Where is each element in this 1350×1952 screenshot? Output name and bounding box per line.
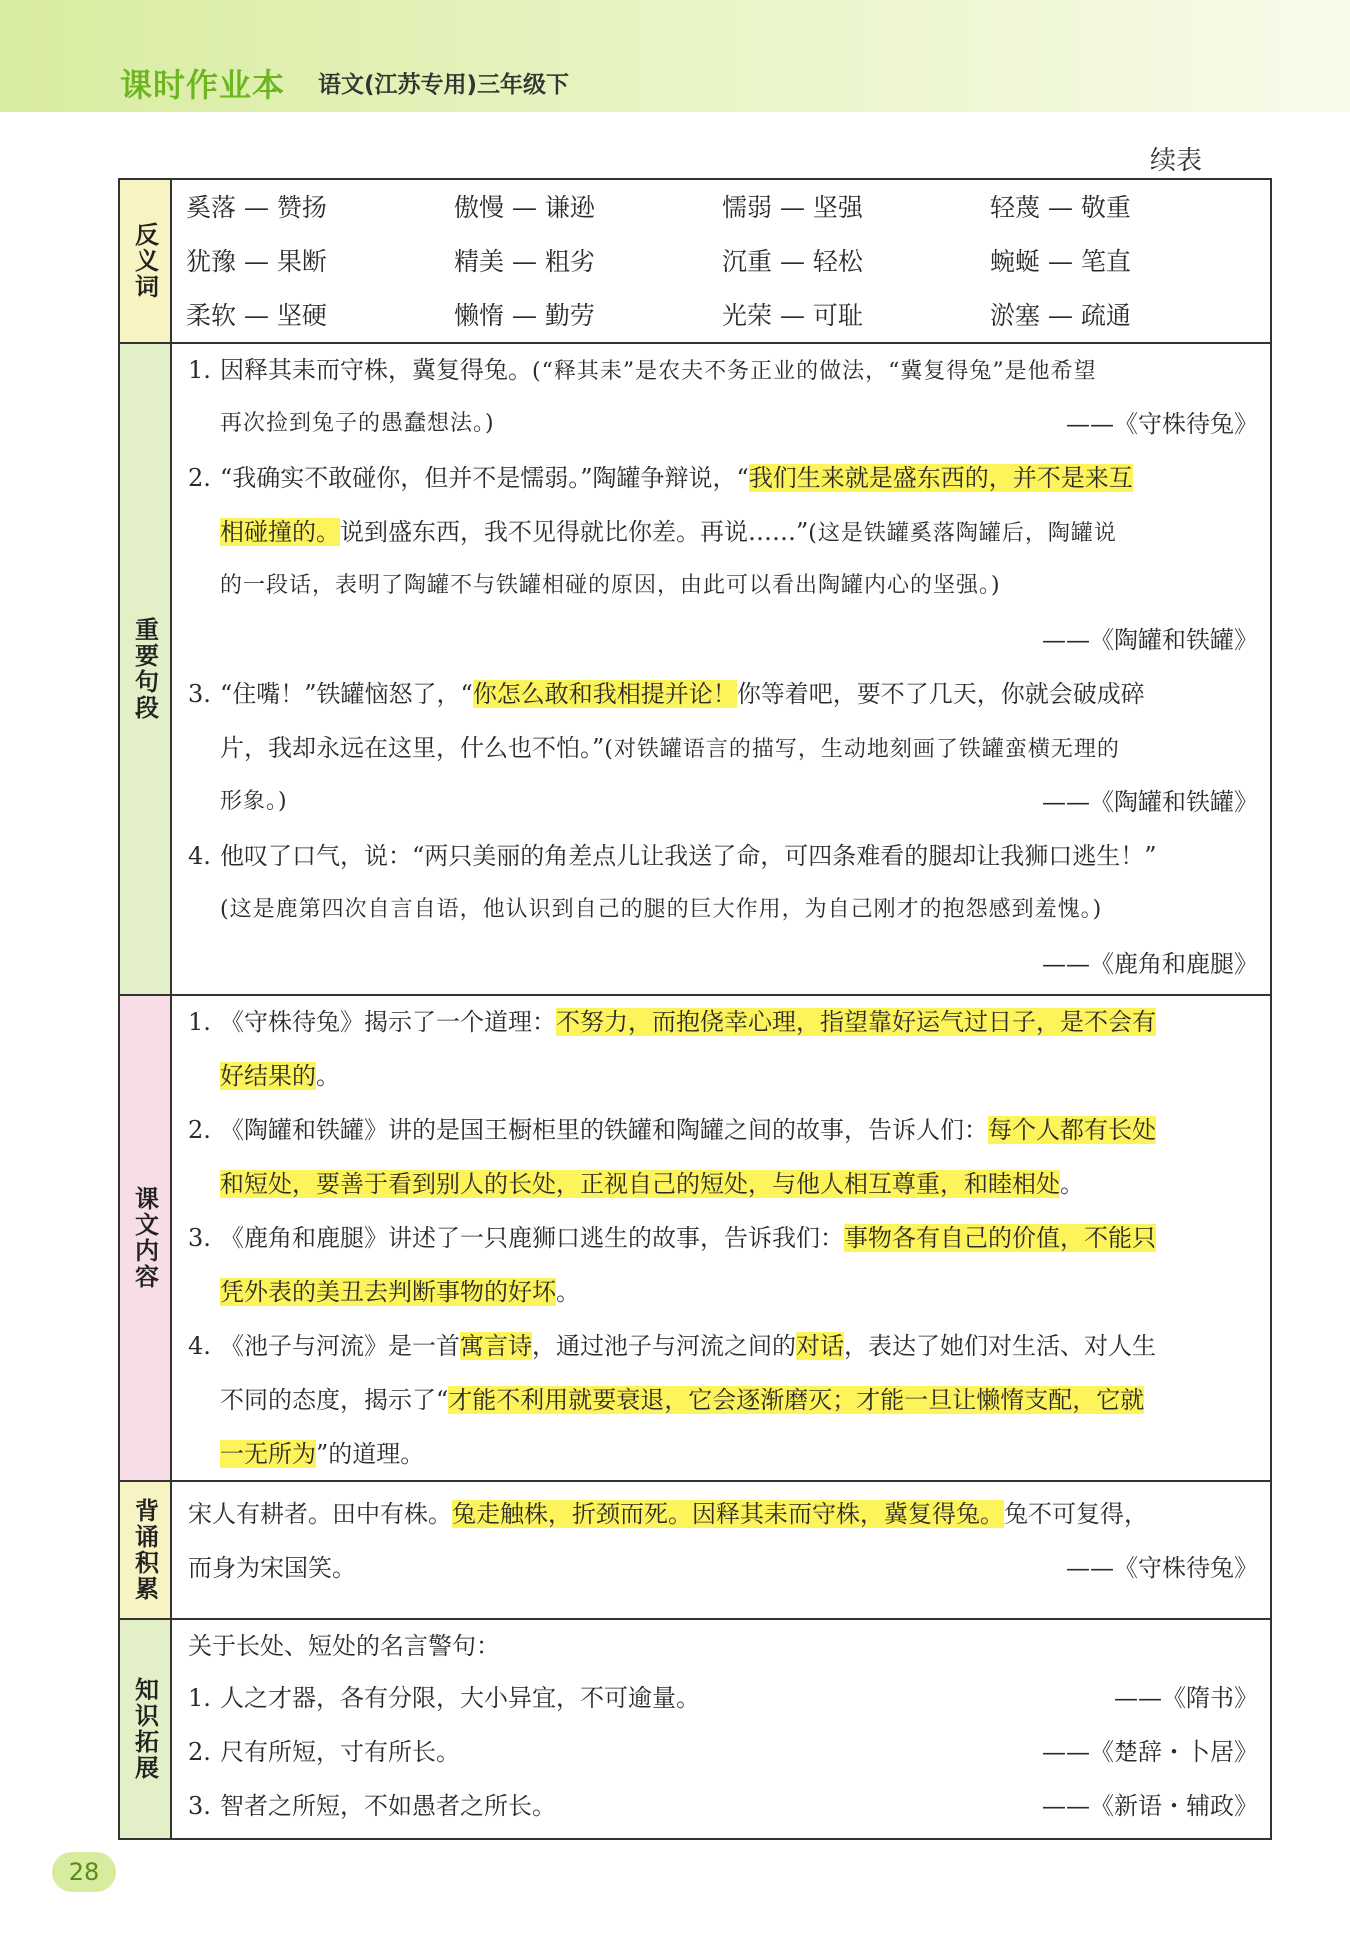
sentence-line: 3. “住嘴！”铁罐恼怒了，“你怎么敢和我相提并论！你等着吧，要不了几天，你就会破成碎 [188,680,1145,708]
sentence-line: 片，我却永远在这里，什么也不怕。”(对铁罐语言的描写，生动地刻画了铁罐蛮横无理的 [220,734,1120,762]
sentence-line: 形象。) [220,789,288,814]
highlight: 相碰撞的。 [220,518,340,546]
content-line: 不同的态度，揭示了“才能不利用就要衰退，它会逐渐磨灭；才能一旦让懒惰支配，它就 [220,1386,1145,1414]
antonyms-row [120,180,1270,344]
highlight: 不努力，而抱侥幸心理，指望靠好运气过日子，是不会有 [556,1008,1156,1036]
recitation-line: 而身为宋国笑。 [188,1554,356,1582]
antonyms-content [172,180,1270,342]
extension-label: 知识拓展 [120,1620,172,1838]
content-line: 好结果的。 [220,1062,340,1090]
recitation-line: 宋人有耕者。田中有株。兔走触株，折颈而死。因释其耒而守株，冀复得兔。兔不可复得， [188,1500,1148,1528]
antonym-pair: 光荣 — 可耻 [722,301,863,330]
extension-content [172,1620,1270,1838]
antonym-pair: 犹豫 — 果断 [186,247,327,276]
recitation-label: 背诵积累 [120,1482,172,1618]
content-line: 凭外表的美丑去判断事物的好坏。 [220,1278,580,1306]
lesson-content-row [120,996,1270,1482]
highlight: 事物各有自己的价值，不能只 [844,1224,1156,1252]
content-line: 1. 《守株待兔》揭示了一个道理：不努力，而抱侥幸心理，指望靠好运气过日子，是不会有 [188,1008,1156,1036]
highlight: 才能不利用就要衰退，它会逐渐磨灭；才能一旦让懒惰支配，它就 [448,1386,1145,1414]
quote-line: 2. 尺有所短，寸有所长。 [188,1738,460,1766]
antonym-pair: 淤塞 — 疏通 [990,301,1131,330]
highlight: 你怎么敢和我相提并论！ [472,680,737,708]
highlight: 好结果的 [220,1062,316,1090]
highlight: 我们生来就是盛东西的，并不是来互 [748,464,1133,492]
key-sentences-content [172,344,1270,994]
extension-row [120,1620,1270,1838]
highlight: 一无所为 [220,1440,316,1468]
sentence-line: 再次捡到兔子的愚蠢想法。) [220,411,495,436]
content-line: 4. 《池子与河流》是一首寓言诗，通过池子与河流之间的对话，表达了她们对生活、对人生 [188,1332,1156,1360]
book-subtitle: 语文(江苏专用)三年级下 [318,72,570,98]
content-line: 2. 《陶罐和铁罐》讲的是国王橱柜里的铁罐和陶罐之间的故事，告诉人们：每个人都有长处 [188,1116,1156,1144]
highlight: 和短处，要善于看到别人的长处，正视自己的短处，与他人相互尊重，和睦相处 [220,1170,1060,1198]
antonym-pair: 柔软 — 坚硬 [186,301,327,330]
quote-line: 1. 人之才器，各有分限，大小异宜，不可逾量。 [188,1684,700,1712]
lesson-content-content [172,996,1270,1480]
source-citation: ——《新语・辅政》 [1042,1792,1258,1820]
antonym-pair: 蜿蜒 — 笔直 [990,247,1131,276]
key-sentences-label: 重要句段 [120,344,172,994]
antonyms-label: 反义词 [120,180,172,342]
source-citation: ——《陶罐和铁罐》 [1042,788,1258,816]
antonym-pair: 傲慢 — 谦逊 [454,193,595,222]
content-line: 一无所为”的道理。 [220,1440,425,1468]
source-citation: ——《隋书》 [1114,1684,1258,1712]
sentence-line: (这是鹿第四次自言自语，他认识到自己的腿的巨大作用，为自己刚才的抱怨感到羞愧。) [220,897,1103,922]
content-line: 和短处，要善于看到别人的长处，正视自己的短处，与他人相互尊重，和睦相处。 [220,1170,1084,1198]
highlight: 每个人都有长处 [988,1116,1156,1144]
continued-label: 续表 [1150,146,1203,176]
antonym-pair: 奚落 — 赞扬 [186,193,327,222]
quote-line: 3. 智者之所短，不如愚者之所长。 [188,1792,556,1820]
antonym-pair: 懒惰 — 勤劳 [454,301,595,330]
sentence-line: 的一段话，表明了陶罐不与铁罐相碰的原因，由此可以看出陶罐内心的坚强。) [220,573,1001,598]
highlight: 凭外表的美丑去判断事物的好坏 [220,1278,556,1306]
recitation-content [172,1482,1270,1618]
antonym-pair: 精美 — 粗劣 [454,247,595,276]
highlight: 寓言诗 [460,1332,532,1360]
antonym-pair: 懦弱 — 坚强 [722,193,863,222]
antonym-pair: 轻蔑 — 敬重 [990,193,1131,222]
source-citation: ——《鹿角和鹿腿》 [1042,950,1258,978]
highlight: 兔走触株，折颈而死。因释其耒而守株，冀复得兔。 [452,1500,1004,1528]
extension-intro: 关于长处、短处的名言警句： [188,1632,500,1660]
source-citation: ——《守株待兔》 [1066,410,1258,438]
sentence-line: 2. “我确实不敢碰你，但并不是懦弱。”陶罐争辩说，“我们生来就是盛东西的，并不是来互 [188,464,1133,492]
source-citation: ——《守株待兔》 [1066,1554,1258,1582]
content-line: 3. 《鹿角和鹿腿》讲述了一只鹿狮口逃生的故事，告诉我们：事物各有自己的价值，不能只 [188,1224,1156,1252]
key-sentences-row [120,344,1270,996]
sentence-line: 相碰撞的。说到盛东西，我不见得就比你差。再说……”(这是铁罐奚落陶罐后，陶罐说 [220,518,1117,546]
source-citation: ——《陶罐和铁罐》 [1042,626,1258,654]
summary-table [118,178,1272,1840]
page-number: 28 [52,1852,116,1892]
sentence-line: 1. 因释其耒而守株，冀复得兔。(“释其耒”是农夫不务正业的做法，“冀复得兔”是他希望 [188,356,1097,384]
source-citation: ——《楚辞・卜居》 [1042,1738,1258,1766]
sentence-line: 4. 他叹了口气，说：“两只美丽的角差点儿让我送了命，可四条难看的腿却让我狮口逃生！” [188,842,1157,870]
highlight: 对话 [796,1332,844,1360]
antonym-pair: 沉重 — 轻松 [722,247,863,276]
recitation-row [120,1482,1270,1620]
book-title: 课时作业本 [120,66,286,104]
lesson-content-label: 课文内容 [120,996,172,1480]
